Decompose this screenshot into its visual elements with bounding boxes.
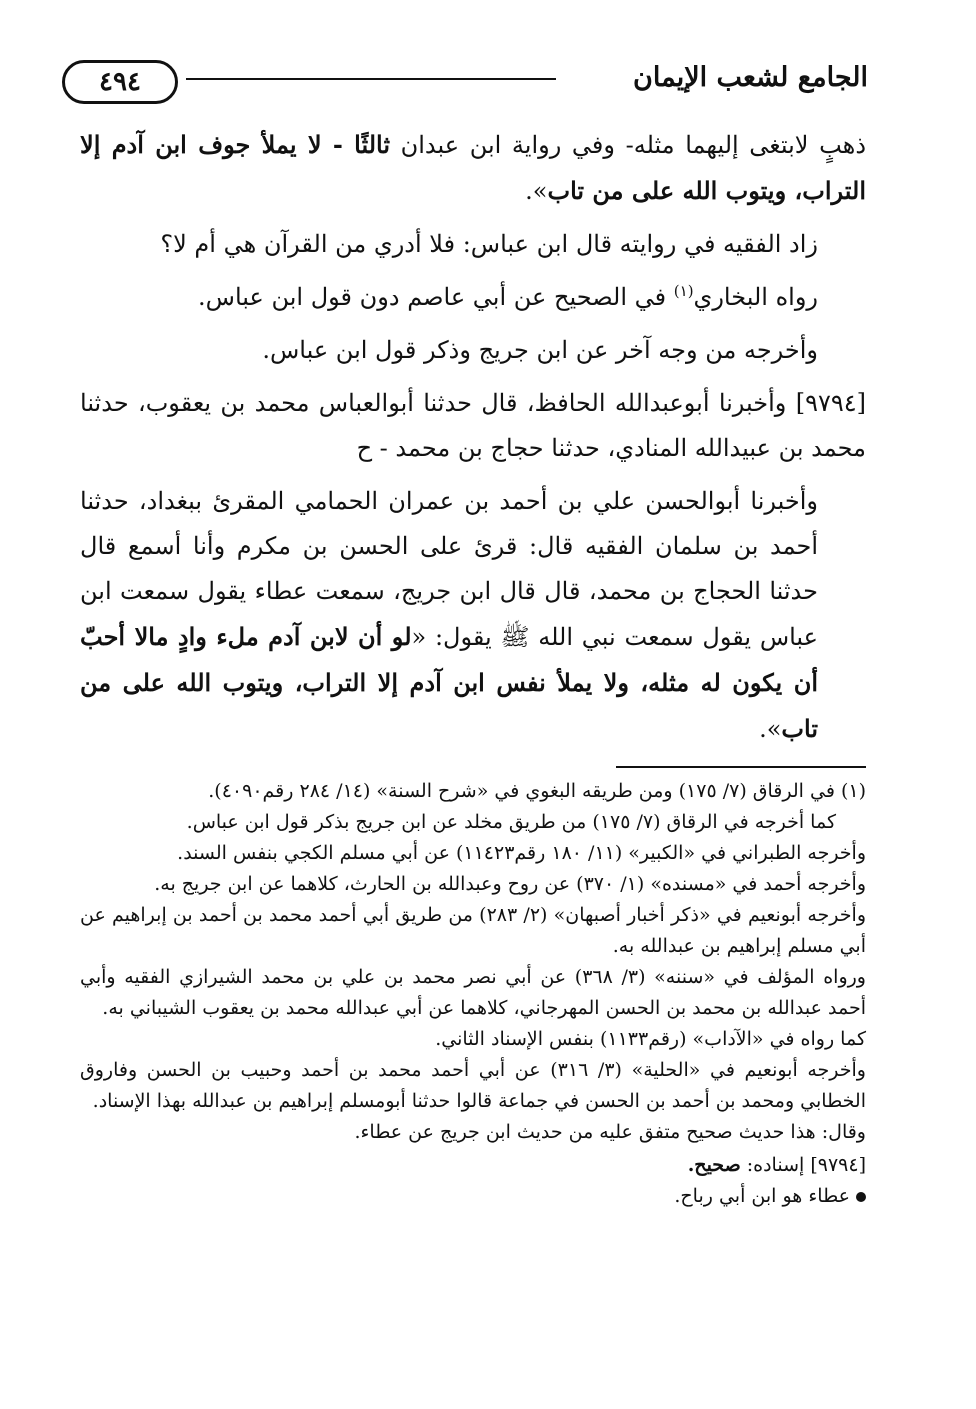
footnote-line: كما رواه في «الآداب» (رقم١١٣٣) بنفس الإسناد الثاني. [435,1028,866,1050]
page-header [62,60,868,104]
grading-label: إسناده: [740,1154,811,1176]
paragraph-continuation [80,122,866,214]
hadith-number: [٩٧٩٤] [795,389,866,417]
paragraph-other-route: وأخرجه من وجه آخر عن ابن جريج وذكر قول ابن عباس. [262,336,818,364]
footnote-line: كما أخرجه في الرقاق (٧/ ١٧٥) من طريق مخلد عن ابن جريج بذكر قول ابن عباس. [186,811,836,833]
paragraph-second-isnad [80,479,866,752]
text-run: في الصحيح عن أبي عاصم دون قول ابن عباس. [198,283,674,311]
footnote-line: وأخرجه أبونعيم في «الحلية» (٣/ ٣١٦) عن أبي أحمد محمد بن أحمد وحبيب بن الحسن وفاروق الخطابي ومحمد بن أحمد بن الحسن في جماعة قالوا حدثنا أبومسلم إبراهيم بن عبدالله بهذا الإسناد. [80,1059,866,1112]
main-text [80,122,866,760]
paragraph-hadith-number [80,381,866,471]
footnote-line: ورواه المؤلف في «سننه» (٣/ ٣٦٨) عن أبي نصر محمد بن علي بن محمد الشيرازي الفقيه وأبي أحمد عبدالله بن محمد بن الحسن المهرجاني، كلاهما عن أبي عبدالله محمد بن يعقوب الشيباني به. [80,966,866,1019]
paragraph-bukhari [80,275,866,320]
footnote-line: وأخرجه أحمد في «مسنده» (١/ ٣٧٠) عن روح وعبدالله بن الحارث، كلاهما عن ابن جريج به. [154,873,866,895]
footnote-line: وأخرجه أبونعيم في «ذكر أخبار أصبهان» (٢/ ٢٨٣) من طريق أبي أحمد محمد بن أحمد بن إبراهيم عن أبي مسلم إبراهيم بن عبدالله به. [80,904,866,957]
footnote-line: وقال: هذا حديث صحيح متفق عليه من حديث ابن جريج عن عطاء. [354,1121,866,1143]
grading-value: صحيح. [687,1154,741,1176]
bullet-text: عطاء هو ابن أبي رباح. [674,1185,850,1207]
hadith-bold-text: لو أن لابن آدم ملء وادٍ مالا أحبّ أن يكون له مثله، ولا يملأ نفس ابن آدم إلا التراب، ويتوب الله على من تاب [80,622,819,743]
text-run: ذهبٍ لابتغى إليهما مثله- وفي رواية ابن عبدان [390,131,867,159]
hadith-bold-text: ثالثًا - لا يملأ جوف ابن آدم إلا التراب، ويتوب الله على من تاب [80,130,866,205]
closing-quote: ». [525,177,548,205]
grading-number: [٩٧٩٤] [810,1154,866,1176]
footnote-line: وأخرجه الطبراني في «الكبير» (١١/ ١٨٠ رقم١١٤٢٣) عن أبي مسلم الكجي بنفس السند. [177,842,866,864]
grading-line [80,1150,866,1181]
running-title: الجامع لشعب الإيمان [633,62,868,93]
paragraph-addition: زاد الفقيه في روايته قال ابن عباس: فلا أدري من القرآن هي أم لا؟ [160,230,818,258]
footnote-reference[interactable]: (١) [673,282,694,300]
header-rule [186,78,556,80]
closing-quote: ». [759,715,782,743]
bullet-icon [856,1192,866,1202]
isnad-text: وأخبرنا أبوالحسن علي بن أحمد بن عمران الحمامي المقرئ ببغداد، حدثنا أحمد بن سلمان الفقيه قال: قرئ على الحسن بن مكرم وأنا أسمع قال حدثنا الحجاج بن محمد، قال قال ابن جريج، سمعت عطاء يقول سمعت ابن عباس يقول سمعت نبي الله ﷺ يقول: « [80,487,818,651]
text-run: رواه البخاري [693,283,818,311]
footnote-separator [616,766,866,768]
footnote-1: (١) في الرقاق (٧/ ١٧٥) ومن طريقه البغوي في «شرح السنة» (١٤/ ٢٨٤ رقم٤٠٩٠). [208,780,866,802]
isnad-text: وأخبرنا أبوعبدالله الحافظ، قال حدثنا أبوالعباس محمد بن يعقوب، حدثنا محمد بن عبيدالله المنادي، حدثنا حجاج بن محمد - ح [80,389,866,462]
page-number-badge: ٤٩٤ [62,60,178,104]
footnotes-section [80,776,866,1212]
bullet-note [80,1181,866,1212]
